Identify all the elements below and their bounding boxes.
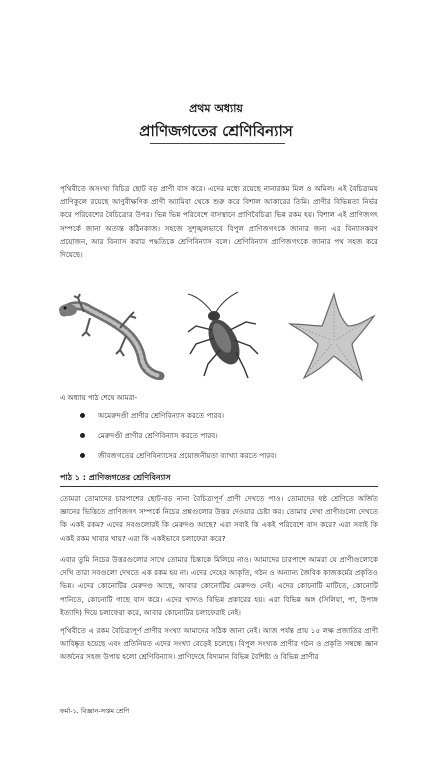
chapter-title: প্রাণিজগতের শ্রেণিবিন্যাস: [139, 122, 293, 140]
bullet-icon: [80, 413, 85, 418]
chapter-number: প্রথম অধ্যায়: [189, 102, 243, 115]
paragraph-answers: এবার তুমি নিচের উত্তরগুলোর সাথে তোমার চিন্তাকে মিলিয়ে নাও। আমাদের চারপাশে আমরা যে প্রাণীগুলোকে দেখি তারা সবগুলো দেখতে এক রকম হয় না। এদের দেহের আকৃতি, গঠন ও অন্যান্য জৈবিক কাজকর্মের প্রকৃতিও ভিন্ন। এদের কোনোটির মেরুদণ্ড আছে, আবার কোনোটির মেরুদণ্ড নেই। এদের কোনোটি মাটিতে, কোনোটি পানিতে, কোনোটি গাছে বাস করে। এদের খাদ্যও বিভিন্ন প্রকারের হয়। এরা বিভিন্ন অঙ্গ (সিলিয়া, পা, উপাঙ্গ ইত্যাদি) দিয়ে চলাফেরা করে, আবার কোনোটির চলাফেরাই নেই।: [60, 555, 378, 617]
paragraph-questions: তোমরা তোমাদের চারপাশের ছোট-বড় নানা বৈচিত্র্যপূর্ণ প্রাণী দেখতে পাও। তোমাদের ষষ্ঠ শ্রেণিতে অর্জিত জ্ঞানের ভিত্তিতে প্রাণিজগৎ সম্পর্কে নিচের প্রশ্নগুলোর উত্তর দেওয়ার চেষ্টা কর। তোমার দেখা প্রাণীগুলো দেখতে কি একই রকম? এদের সবগুলোরই কি মেরুদণ্ড আছে? এরা সবাই কি একই পরিবেশে বাস করে? এরা সবাই কি একই রকম খাবার খায়? এরা কি একইভাবে চলাফেরা করে?: [60, 494, 378, 543]
learning-goals-list: [78, 406, 378, 466]
starfish-illustration: [288, 290, 376, 382]
intro-paragraph: পৃথিবীতে অসংখ্য বিচিত্র ছোট বড় প্রাণী বাস করে। এদের মধ্যে রয়েছে নানারকম মিল ও অমিল। এই বৈচিত্র্যময় প্রাণিকুলে রয়েছে আণুবীক্ষণিক প্রাণী অ্যামিবা থেকে শুরু করে বিশাল আকারের তিমি। প্রাণীর বিভিন্নতা নির্ভর করে পরিবেশের বৈচিত্র্যের উপর। ভিন্ন ভিন্ন পরিবেশে বাসস্থানে প্রাণিবৈচিত্র্য ভিন্ন রকম হয়। বিশাল এই প্রাণিজগৎ সম্পর্কে জানা অত্যন্ত কঠিনকাজ। সহজে সুশৃঙ্খলভাবে বিপুল প্রাণিজগৎকে জানার জন্য এর বিন্যাসকরণ প্রয়োজন, আর বিন্যাস করার পদ্ধতিকে শ্রেণিবিন্যাস বলে। শ্রেণিবিন্যাস প্রাণিজগৎকে জানার পথ সহজ করে দিয়েছে।: [60, 184, 378, 260]
title-underline: [150, 143, 285, 144]
goals-intro: এ অধ্যায় পাঠ শেষে আমরা-: [60, 394, 138, 402]
paragraph-classification: পৃথিবীতে এ রকম বৈচিত্র্যপূর্ণ প্রাণীর সংখ্যা আমাদের সঠিক জানা নেই। আজ পর্যন্ত প্রায় ১৫ লক্ষ প্রজাতির প্রাণী আবিষ্কৃত হয়েছে এবং প্রতিনিয়ত এদের সংখ্যা বেড়েই চলেছে। বিপুল সংখ্যক প্রাণীর গঠন ও প্রকৃতি সম্বন্ধে জ্ঞান অর্জনের সহজ উপায় হলো শ্রেণিবিন্যাস। প্রাণিদেহে বিদ্যমান বিভিন্ন বৈশিষ্ট্য ও বিভিন্ন প্রাণীর: [60, 626, 378, 662]
goal-item: [78, 446, 378, 466]
goal-item: [78, 426, 378, 446]
bullet-icon: [80, 433, 85, 438]
page-footer: ফর্মা-১, বিজ্ঞান-সপ্তম শ্রেণি: [60, 707, 130, 715]
section-heading: পাঠ ১ : প্রাণিজগতের শ্রেণিবিন্যাস: [60, 469, 378, 487]
goal-text: জীবজগতের শ্রেণিবিন্যাসের প্রয়োজনীয়তা ব্যাখ্যা করতে পারব।: [98, 451, 277, 460]
goal-text: অমেরুদণ্ডী প্রাণীর শ্রেণিবিন্যাস করতে পারব।: [98, 411, 225, 420]
lizard-illustration: [56, 290, 166, 380]
goal-item: [78, 406, 378, 426]
bullet-icon: [80, 453, 85, 458]
goal-text: মেরুদণ্ডী প্রাণীর শ্রেণিবিন্যাস করতে পারব।: [98, 431, 218, 440]
cockroach-illustration: [182, 292, 264, 382]
